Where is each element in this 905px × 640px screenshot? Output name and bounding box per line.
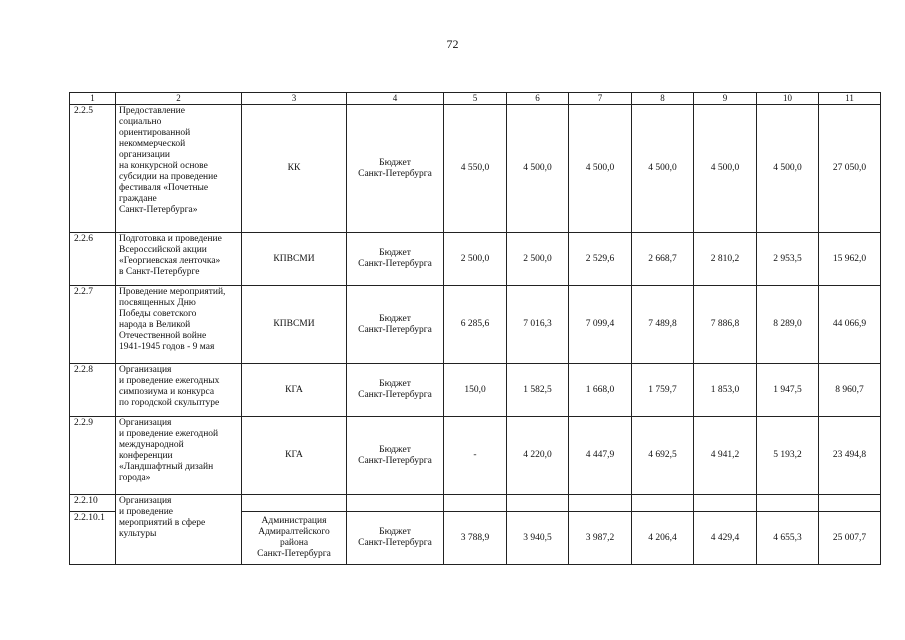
name-line: Всероссийской акции bbox=[119, 245, 207, 255]
name-line: Организация bbox=[119, 496, 172, 506]
value-cell: 4 941,2 bbox=[694, 417, 757, 495]
row-code: 2.2.6 bbox=[70, 233, 116, 286]
empty-cell bbox=[694, 495, 757, 512]
value-cell: 4 206,4 bbox=[632, 512, 694, 565]
column-header: 5 bbox=[444, 93, 507, 105]
row-executor: КК bbox=[242, 105, 347, 233]
value-cell: 3 987,2 bbox=[569, 512, 632, 565]
column-header: 2 bbox=[116, 93, 242, 105]
value-cell: 4 220,0 bbox=[507, 417, 569, 495]
value-cell: 2 500,0 bbox=[444, 233, 507, 286]
row-name bbox=[116, 417, 242, 495]
source-line: Бюджет bbox=[379, 444, 411, 455]
value-cell: 4 447,9 bbox=[569, 417, 632, 495]
column-header: 10 bbox=[757, 93, 819, 105]
name-line: в Санкт-Петербурге bbox=[119, 267, 200, 277]
row-name bbox=[116, 105, 242, 233]
name-line: на конкурсной основе bbox=[119, 161, 208, 171]
name-line: посвященных Дню bbox=[119, 298, 196, 308]
row-executor: КПВСМИ bbox=[242, 233, 347, 286]
name-line: по городской скульптуре bbox=[119, 398, 220, 408]
source-line: Санкт-Петербурга bbox=[358, 259, 432, 269]
value-cell: 150,0 bbox=[444, 364, 507, 417]
value-cell: 4 500,0 bbox=[632, 105, 694, 233]
row-code: 2.2.8 bbox=[70, 364, 116, 417]
total-cell: 8 960,7 bbox=[819, 364, 881, 417]
executor-line: Санкт-Петербурга bbox=[257, 549, 331, 559]
name-line: некоммерческой bbox=[119, 139, 186, 149]
name-line: Отечественной войне bbox=[119, 331, 207, 341]
name-line: и проведение ежегодных bbox=[119, 376, 220, 386]
row-source bbox=[347, 233, 444, 286]
value-cell: 7 886,8 bbox=[694, 286, 757, 364]
name-line: мероприятий в сфере bbox=[119, 518, 206, 528]
row-source bbox=[347, 105, 444, 233]
value-cell: 4 429,4 bbox=[694, 512, 757, 565]
table-row bbox=[70, 417, 881, 495]
row-executor: КПВСМИ bbox=[242, 286, 347, 364]
source-line: Санкт-Петербурга bbox=[358, 324, 432, 335]
budget-table bbox=[69, 92, 881, 565]
value-cell: 1 668,0 bbox=[569, 364, 632, 417]
column-header: 8 bbox=[632, 93, 694, 105]
executor-line: района bbox=[279, 538, 309, 548]
empty-cell bbox=[757, 495, 819, 512]
value-cell: 2 529,6 bbox=[569, 233, 632, 286]
value-cell: 2 500,0 bbox=[507, 233, 569, 286]
value-cell: 4 500,0 bbox=[569, 105, 632, 233]
total-cell: 27 050,0 bbox=[819, 105, 881, 233]
source-line: Санкт-Петербурга bbox=[358, 538, 432, 548]
header-row bbox=[70, 93, 881, 105]
source-line: Бюджет bbox=[379, 157, 411, 168]
value-cell: 4 500,0 bbox=[507, 105, 569, 233]
table-row bbox=[70, 286, 881, 364]
name-line: субсидии на проведение bbox=[119, 172, 218, 182]
name-line: культуры bbox=[119, 529, 157, 539]
empty-cell bbox=[347, 495, 444, 512]
value-cell: 4 550,0 bbox=[444, 105, 507, 233]
name-line: города» bbox=[119, 473, 151, 483]
name-line: социально bbox=[119, 117, 162, 127]
empty-cell bbox=[569, 495, 632, 512]
name-line: Подготовка и проведение bbox=[119, 234, 222, 244]
name-line: Предоставление bbox=[119, 106, 185, 116]
value-cell: 3 788,9 bbox=[444, 512, 507, 565]
row-source bbox=[347, 364, 444, 417]
row-name bbox=[116, 286, 242, 364]
value-cell: 7 489,8 bbox=[632, 286, 694, 364]
name-line: ориентированной bbox=[119, 128, 191, 138]
row-code: 2.2.10 bbox=[70, 495, 116, 512]
value-cell: 7 099,4 bbox=[569, 286, 632, 364]
value-cell: 2 953,5 bbox=[757, 233, 819, 286]
row-code: 2.2.10.1 bbox=[70, 512, 116, 565]
row-executor: КГА bbox=[242, 364, 347, 417]
column-header: 11 bbox=[819, 93, 881, 105]
row-executor bbox=[242, 512, 347, 565]
row-executor: КГА bbox=[242, 417, 347, 495]
value-cell: 1 582,5 bbox=[507, 364, 569, 417]
name-line: международной bbox=[119, 440, 184, 450]
empty-cell bbox=[819, 495, 881, 512]
name-line: фестиваля «Почетные bbox=[119, 183, 209, 193]
value-cell: 4 692,5 bbox=[632, 417, 694, 495]
source-line: Бюджет bbox=[379, 379, 411, 389]
column-header: 3 bbox=[242, 93, 347, 105]
column-header: 9 bbox=[694, 93, 757, 105]
name-line: и проведение ежегодной bbox=[119, 429, 219, 439]
executor-line: Адмиралтейского bbox=[258, 527, 330, 537]
source-line: Санкт-Петербурга bbox=[358, 168, 432, 179]
source-line: Санкт-Петербурга bbox=[358, 390, 432, 400]
total-cell: 23 494,8 bbox=[819, 417, 881, 495]
column-header: 7 bbox=[569, 93, 632, 105]
empty-cell bbox=[632, 495, 694, 512]
total-cell: 44 066,9 bbox=[819, 286, 881, 364]
name-line: «Ландшафтный дизайн bbox=[119, 462, 214, 472]
name-line: организации bbox=[119, 150, 171, 160]
value-cell: 3 940,5 bbox=[507, 512, 569, 565]
value-cell: 6 285,6 bbox=[444, 286, 507, 364]
value-cell: 4 655,3 bbox=[757, 512, 819, 565]
name-line: граждане bbox=[119, 194, 157, 204]
table-row bbox=[70, 233, 881, 286]
name-line: Победы советского bbox=[119, 309, 197, 319]
table-row bbox=[70, 495, 881, 512]
column-header: 4 bbox=[347, 93, 444, 105]
name-line: Санкт-Петербурга» bbox=[119, 205, 198, 215]
value-cell: 5 193,2 bbox=[757, 417, 819, 495]
row-source bbox=[347, 417, 444, 495]
page-number: 72 bbox=[446, 37, 459, 51]
value-cell: 8 289,0 bbox=[757, 286, 819, 364]
name-line: Организация bbox=[119, 418, 172, 428]
row-code: 2.2.5 bbox=[70, 105, 116, 233]
column-header: 6 bbox=[507, 93, 569, 105]
name-line: Организация bbox=[119, 365, 172, 375]
executor-line: Администрация bbox=[261, 516, 327, 526]
name-line: «Георгиевская ленточка» bbox=[119, 256, 221, 266]
source-line: Бюджет bbox=[379, 248, 411, 258]
value-cell: 1 947,5 bbox=[757, 364, 819, 417]
row-source bbox=[347, 512, 444, 565]
name-line: конференции bbox=[119, 451, 173, 461]
value-cell: 2 810,2 bbox=[694, 233, 757, 286]
value-cell: - bbox=[444, 417, 507, 495]
value-cell: 1 853,0 bbox=[694, 364, 757, 417]
row-code: 2.2.9 bbox=[70, 417, 116, 495]
source-line: Бюджет bbox=[379, 527, 411, 537]
table-row bbox=[70, 105, 881, 233]
empty-cell bbox=[444, 495, 507, 512]
table-row bbox=[70, 364, 881, 417]
name-line: симпозиума и конкурса bbox=[119, 387, 215, 397]
name-line: 1941-1945 годов - 9 мая bbox=[119, 342, 215, 352]
value-cell: 7 016,3 bbox=[507, 286, 569, 364]
row-source bbox=[347, 286, 444, 364]
value-cell: 2 668,7 bbox=[632, 233, 694, 286]
value-cell: 1 759,7 bbox=[632, 364, 694, 417]
row-name bbox=[116, 233, 242, 286]
total-cell: 15 962,0 bbox=[819, 233, 881, 286]
source-line: Бюджет bbox=[379, 313, 411, 324]
row-name bbox=[116, 364, 242, 417]
total-cell: 25 007,7 bbox=[819, 512, 881, 565]
row-code: 2.2.7 bbox=[70, 286, 116, 364]
empty-cell bbox=[242, 495, 347, 512]
name-line: народа в Великой bbox=[119, 320, 191, 330]
name-line: и проведение bbox=[119, 507, 173, 517]
name-line: Проведение мероприятий, bbox=[119, 287, 226, 297]
empty-cell bbox=[507, 495, 569, 512]
source-line: Санкт-Петербурга bbox=[358, 455, 432, 466]
value-cell: 4 500,0 bbox=[757, 105, 819, 233]
column-header: 1 bbox=[70, 93, 116, 105]
value-cell: 4 500,0 bbox=[694, 105, 757, 233]
row-name bbox=[116, 495, 242, 565]
